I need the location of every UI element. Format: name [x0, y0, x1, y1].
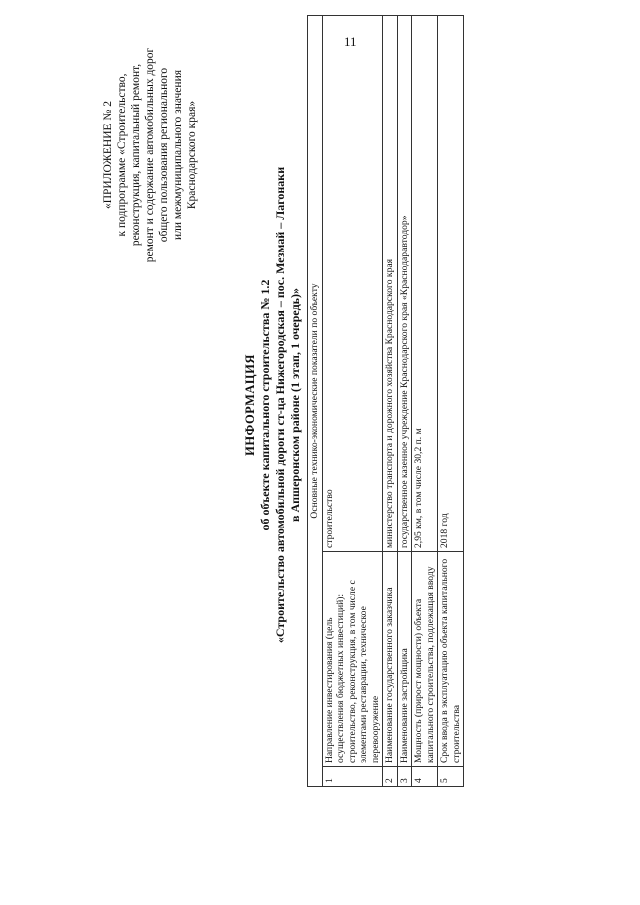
rotated-document-body	[95, 15, 545, 795]
row-number: 2	[383, 767, 398, 787]
heading-line: в Апшеронском районе (1 этап, 1 очередь)»	[288, 288, 302, 522]
row-label: Срок ввода в эксплуатацию объекта капитального строительства	[438, 552, 464, 767]
appendix-note	[101, 15, 199, 295]
table-row	[383, 16, 398, 787]
table-header: Основные технико-экономические показатели по объекту	[308, 16, 323, 787]
row-number: 3	[397, 767, 412, 787]
appendix-line: к подпрограмме «Строительство,	[116, 73, 128, 237]
table-row	[438, 16, 464, 787]
row-value: 2,95 км, в том числе 30,2 п. м	[412, 16, 438, 552]
heading-title: ИНФОРМАЦИЯ	[243, 354, 257, 456]
appendix-line: ремонт и содержание автомобильных дорог	[144, 47, 156, 263]
heading-line: об объекте капитального строительства № 1.2	[258, 279, 272, 531]
row-number: 5	[438, 767, 464, 787]
row-number: 4	[412, 767, 438, 787]
table-header-row	[308, 16, 323, 787]
appendix-line: или межмуниципального значения	[172, 69, 184, 241]
appendix-line: Краснодарского края»	[186, 100, 198, 210]
row-label: Наименование государственного заказчика	[383, 552, 398, 767]
row-value: государственное казенное учреждение Краснодарского края «Краснодаравтодор»	[397, 16, 412, 552]
row-value: 2018 год	[438, 16, 464, 552]
document-heading	[243, 15, 303, 795]
row-label: Мощность (прирост мощности) объекта капитального строительства, подлежащая вводу	[412, 552, 438, 767]
row-number: 1	[322, 767, 383, 787]
page-number: 11	[344, 34, 357, 49]
row-value: строительство	[322, 16, 383, 552]
appendix-line: «ПРИЛОЖЕНИЕ № 2	[102, 101, 114, 210]
row-label: Наименование застройщика	[397, 552, 412, 767]
row-label: Направление инвестирования (цель осуществления бюджетных инвестиций): строительство, реконструкция, в том числе с элементами реставрации, техническое перевооружение	[322, 552, 383, 767]
appendix-line: общего пользования регионального	[158, 67, 170, 243]
info-table	[307, 15, 464, 787]
heading-line: «Строительство автомобильной дороги ст-ца Нижегородская – пос. Мезмай – Лагонаки	[273, 166, 287, 644]
row-value: министерство транспорта и дорожного хозяйства Краснодарского края	[383, 16, 398, 552]
table-row	[397, 16, 412, 787]
table-row	[322, 16, 383, 787]
table-row	[412, 16, 438, 787]
appendix-line: реконструкция, капитальный ремонт,	[130, 63, 142, 247]
